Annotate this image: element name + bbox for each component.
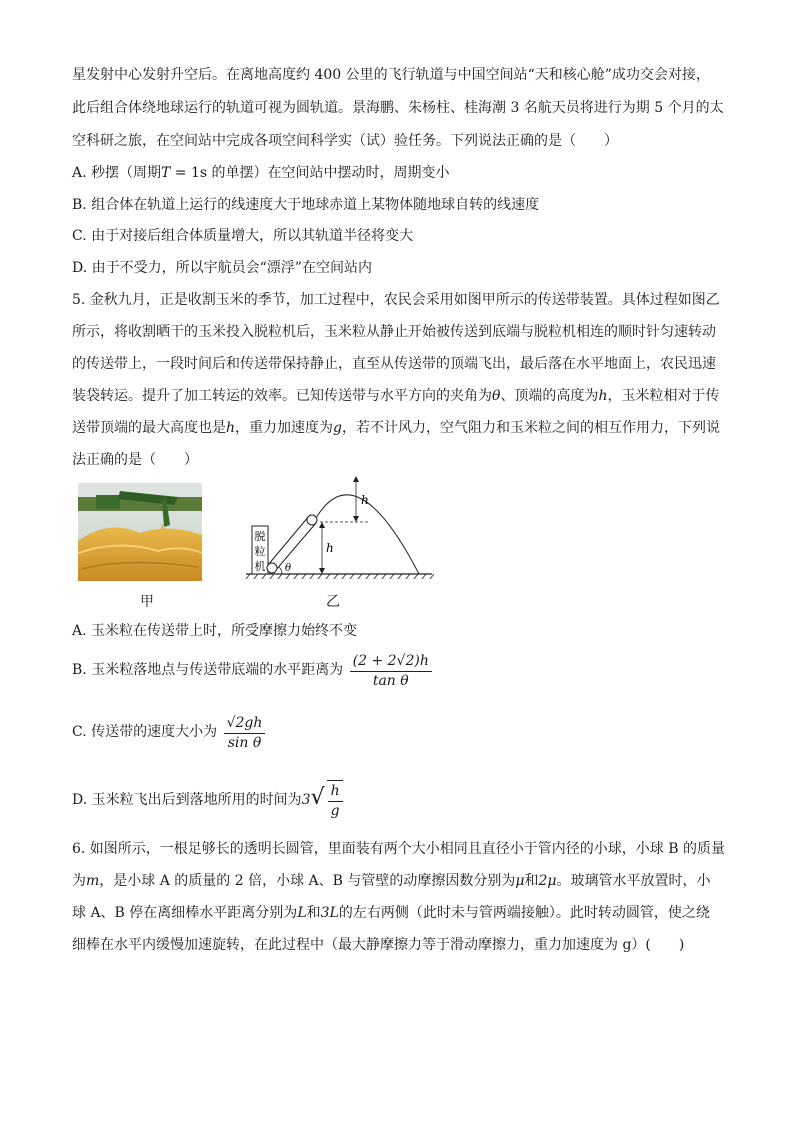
q4-option-b: B. 组合体在轨道上运行的线速度大于地球赤道上某物体随地球自转的线速度 [72,197,540,213]
q6-line-2d: 。玻璃管水平放置时，小 [556,873,711,889]
q4-line-2: 此后组合体绕地球运行的轨道可视为圆轨道。景海鹏、朱杨柱、桂海潮 3 名航天员将进行为期 5 个月的太 [72,100,724,116]
q5-option-d-numerator: h [328,781,343,802]
q5-option-b [72,650,434,690]
h-symbol-2: h [226,420,236,436]
3L-symbol: 3L [320,905,339,921]
q6-line-3b: 和 [306,905,321,921]
q6-line-2c: 和 [524,873,539,889]
theta-symbol: θ [492,388,501,404]
h-symbol: h [598,388,608,404]
q5-line-4a: 装袋转运。提升了加工转运的效率。已知传送带与水平方向的夹角为 [72,388,492,404]
upper-height-label: h [361,493,369,507]
q6-line-4: 细棒在水平内缓慢加速旋转，在此过程中（最大静摩擦力等于滑动摩擦力，重力加速度为 g）( ) [72,937,685,953]
q6-line-2 [72,870,711,890]
figure-jia-caption: 甲 [140,594,154,610]
q6-line-1: 6. 如图所示，一根足够长的透明长圆管，里面装有两个大小相同且直径小于管内径的小球，小球 B 的质量 [72,841,725,857]
conveyor-belt-lower [268,516,309,565]
q5-line-3: 的传送带上，一段时间后和传送带保持静止，直至从传送带的顶端飞出，最后落在水平地面上，农民迅速 [72,356,716,372]
mu-symbol: μ [515,873,525,889]
q5-option-b-text: B. 玉米粒落地点与传送带底端的水平距离为 [72,662,344,678]
q6-line-3a: 球 A、B 停在离细棒水平距离分别为 [72,905,298,921]
q5-option-b-fraction [350,651,432,690]
q5-option-b-denominator: tan θ [372,672,409,689]
m-symbol: m [86,873,100,889]
q6-line-2b: ，是小球 A 的质量的 2 倍，小球 A、B 与管壁的动摩擦因数分别为 [99,873,516,889]
lower-arrowhead-bottom [319,568,325,574]
q4-option-a-suffix: 的单摆）在空间站中摆动时，周期变小 [207,165,450,181]
q5-option-d-coefficient: 3 [301,792,311,808]
angle-arc [279,567,282,574]
lower-arrowhead-top [319,522,325,528]
q5-option-b-numerator: (2 + 2√2)h [350,651,432,672]
q4-line-1: 星发射中心发射升空后。在离地高度约 400 公里的飞行轨道与中国空间站“天和核心舱”成功交会对接， [72,67,710,83]
machine-label-3: 机 [254,560,266,573]
figure-yi-caption: 乙 [326,594,340,610]
upper-arrowhead-bottom [353,516,359,522]
bottom-pulley [267,563,277,573]
q4-option-a-eq: = 1s [170,165,208,181]
q5-option-c-text: C. 传送带的速度大小为 [72,724,218,740]
q5-option-c-fraction [224,713,266,752]
figure-jia-photo [78,483,202,581]
q5-line-4 [72,385,719,405]
q4-option-a-T: T [161,165,171,181]
q6-line-2a: 为 [72,873,86,889]
q5-line-4b: 、顶端的高度为 [500,388,599,404]
q6-line-3c: 的左右两侧（此时未与管两端接触）。此时转动圆管，使之绕 [338,905,710,921]
q5-option-d-text: D. 玉米粒飞出后到落地所用的时间为 [72,792,302,808]
q5-line-5 [72,417,720,437]
q5-line-2: 所示，将收割晒干的玉米投入脱粒机后，玉米粒从静止开始被传送到底端与脱粒机相连的顺时针匀速转动 [72,324,716,340]
q5-option-a: A. 玉米粒在传送带上时，所受摩擦力始终不变 [72,623,358,639]
q5-line-5c: ，若不计风力，空气阻力和玉米粒之间的相互作用力，下列说 [342,420,720,436]
mu2-symbol: 2μ [538,873,557,889]
g-symbol: g [333,420,342,436]
q5-option-d-fraction [327,780,343,820]
q5-option-c [72,712,267,752]
q5-line-5b: ，重力加速度为 [235,420,334,436]
top-pulley [307,515,317,525]
angle-label: θ [285,563,292,574]
figure-yi-diagram [244,470,434,582]
q5-option-c-denominator: sin θ [227,734,262,751]
L-symbol: L [297,905,307,921]
q5-option-c-numerator: √2gh [224,713,266,734]
q5-line-5a: 送带顶端的最大高度也是 [72,420,226,436]
q4-option-c: C. 由于对接后组合体质量增大，所以其轨道半径将变大 [72,228,414,244]
q4-option-a-prefix: A. 秒摆（周期 [72,165,162,181]
lower-height-label: h [326,541,334,555]
q4-option-d: D. 由于不受力，所以宇航员会“漂浮”在空间站内 [72,260,372,276]
sqrt-icon: √ [310,785,325,810]
q4-line-3: 空科研之旅，在空间站中完成各项空间科学实（试）验任务。下列说法正确的是（ ） [72,133,618,149]
upper-arrowhead-top [353,476,359,482]
q5-line-6: 法正确的是（ ） [72,452,198,468]
q5-line-1: 5. 金秋九月，正是收割玉米的季节，加工过程中，农民会采用如图甲所示的传送带装置。具体过程如图乙 [72,292,720,308]
q5-line-4c: ，玉米粒相对于传 [607,388,720,404]
ground-hatching [246,574,434,579]
q5-option-d [72,776,345,822]
machine-label-1: 脱 [254,530,266,543]
q4-option-a [72,162,450,182]
machine-label-2: 粒 [254,545,266,558]
q5-option-d-denominator: g [330,803,340,819]
conveyor-belt-upper [275,523,316,571]
q6-line-3 [72,902,710,922]
